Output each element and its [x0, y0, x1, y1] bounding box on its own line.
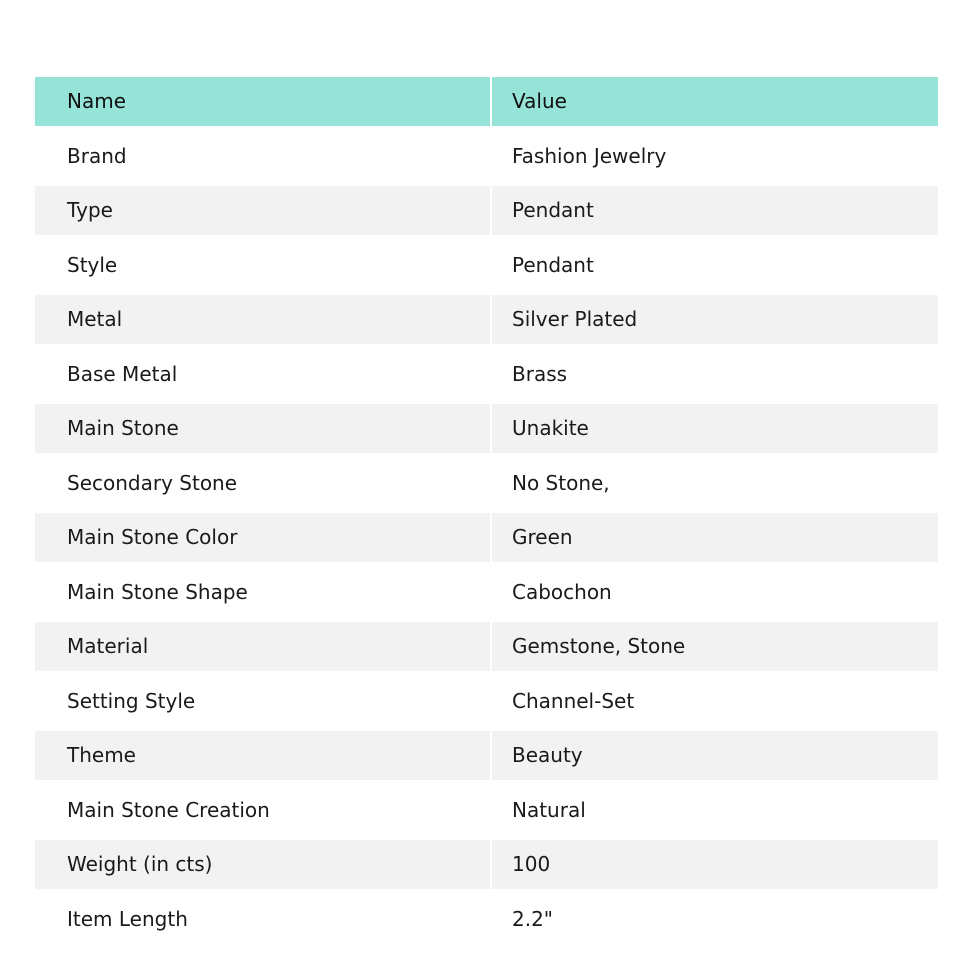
row-value-cell: Pendant — [492, 241, 938, 290]
row-value-cell: Cabochon — [492, 568, 938, 617]
table-row — [35, 350, 938, 399]
row-name-cell: Brand — [35, 132, 490, 181]
row-name-cell: Type — [35, 186, 490, 235]
table-row — [35, 186, 938, 235]
table-header-row — [35, 77, 938, 126]
row-value-cell: Green — [492, 513, 938, 562]
specification-table — [35, 77, 938, 944]
row-name-cell: Weight (in cts) — [35, 840, 490, 889]
table-row — [35, 840, 938, 889]
row-name-cell: Style — [35, 241, 490, 290]
row-value-cell: Unakite — [492, 404, 938, 453]
row-value-cell: Brass — [492, 350, 938, 399]
table-row — [35, 295, 938, 344]
row-name-cell: Material — [35, 622, 490, 671]
row-name-cell: Secondary Stone — [35, 459, 490, 508]
table-row — [35, 622, 938, 671]
row-name-cell: Main Stone Shape — [35, 568, 490, 617]
row-value-cell: Pendant — [492, 186, 938, 235]
column-header-value: Value — [492, 77, 938, 126]
row-value-cell: Fashion Jewelry — [492, 132, 938, 181]
row-name-cell: Main Stone — [35, 404, 490, 453]
row-name-cell: Item Length — [35, 895, 490, 944]
table-row — [35, 132, 938, 181]
row-value-cell: Natural — [492, 786, 938, 835]
row-name-cell: Metal — [35, 295, 490, 344]
row-name-cell: Base Metal — [35, 350, 490, 399]
row-name-cell: Setting Style — [35, 677, 490, 726]
row-value-cell: 100 — [492, 840, 938, 889]
row-value-cell: Channel-Set — [492, 677, 938, 726]
table-row — [35, 513, 938, 562]
row-name-cell: Theme — [35, 731, 490, 780]
table-row — [35, 895, 938, 944]
table-row — [35, 731, 938, 780]
row-value-cell: Gemstone, Stone — [492, 622, 938, 671]
row-value-cell: No Stone, — [492, 459, 938, 508]
table-body — [35, 132, 938, 944]
table-row — [35, 459, 938, 508]
table-row — [35, 677, 938, 726]
table-row — [35, 786, 938, 835]
row-value-cell: 2.2" — [492, 895, 938, 944]
row-value-cell: Beauty — [492, 731, 938, 780]
row-name-cell: Main Stone Creation — [35, 786, 490, 835]
table-row — [35, 404, 938, 453]
row-name-cell: Main Stone Color — [35, 513, 490, 562]
row-value-cell: Silver Plated — [492, 295, 938, 344]
table-row — [35, 241, 938, 290]
table-row — [35, 568, 938, 617]
column-header-name: Name — [35, 77, 490, 126]
